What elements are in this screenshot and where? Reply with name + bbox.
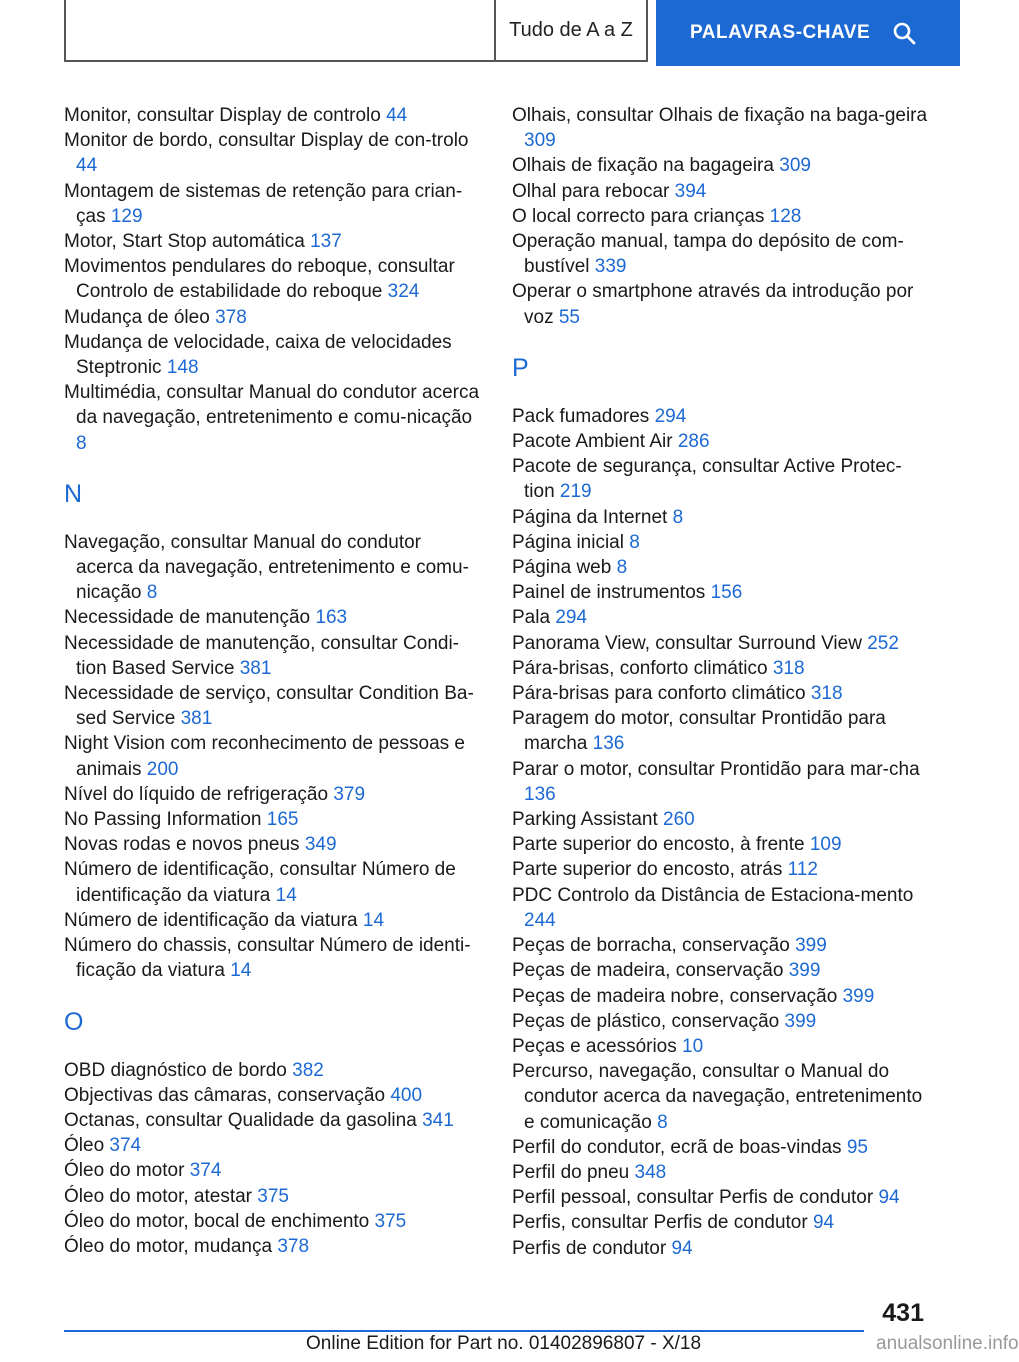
index-entry	[512, 454, 928, 504]
index-entry-text: Perfis de condutor	[512, 1237, 667, 1259]
index-entry-text: Pára-brisas para conforto climático	[512, 683, 806, 705]
index-entry-text: Número de identificação da viatura	[64, 909, 358, 931]
index-entry	[64, 1133, 480, 1158]
page-reference-link[interactable]: 375	[374, 1210, 407, 1232]
index-entry-text: Óleo do motor, bocal de enchimento	[64, 1210, 370, 1232]
index-entry-text: Navegação, consultar Manual do condutor acerca da navegação, entretenimento e comu‐nicação	[64, 531, 469, 604]
page-reference-link[interactable]: 374	[189, 1160, 222, 1182]
index-entry-text: Parte superior do encosto, à frente	[512, 834, 805, 856]
index-entry	[64, 933, 480, 983]
index-entry-text: OBD diagnóstico de bordo	[64, 1059, 287, 1081]
footer-divider	[64, 1330, 864, 1332]
index-entry-text: Movimentos pendulares do reboque, consultar Controlo de estabilidade do reboque	[64, 256, 455, 303]
footer-edition-text: Online Edition for Part no. 01402896807 - X/18	[306, 1333, 702, 1354]
index-entry	[64, 530, 480, 606]
index-entry-text: Mudança de velocidade, caixa de velocidades Steptronic	[64, 331, 452, 379]
index-entry	[512, 580, 928, 605]
index-entry-text: Parar o motor, consultar Prontidão para mar‐cha	[512, 758, 920, 780]
page-reference-link[interactable]: 163	[315, 607, 348, 629]
page-reference-link[interactable]: 318	[772, 657, 805, 679]
index-entry-text: No Passing Information	[64, 809, 262, 831]
blank-tab	[64, 0, 496, 62]
index-entry-text: O local correcto para crianças	[512, 205, 765, 227]
index-entry-text: Óleo do motor, atestar	[64, 1185, 252, 1207]
page-reference-link[interactable]: 94	[671, 1237, 693, 1259]
page-reference-link[interactable]: 109	[809, 834, 842, 856]
index-entry-text: Necessidade de manutenção, consultar Condi‐tion Based Service	[64, 632, 460, 679]
page-reference-link[interactable]: 136	[524, 783, 556, 805]
page-reference-link[interactable]: 137	[310, 231, 342, 253]
page-reference-link[interactable]: 44	[76, 155, 98, 177]
index-entry-text: Peças de borracha, conservação	[512, 935, 790, 957]
page-reference-link[interactable]: 399	[795, 935, 827, 957]
index-entry	[64, 179, 480, 229]
index-entry	[512, 933, 928, 958]
index-entry	[512, 505, 928, 530]
index-section-letter: P	[512, 353, 529, 382]
index-entry	[64, 782, 480, 807]
index-entry	[512, 204, 928, 229]
page-reference-link[interactable]: 8	[629, 531, 640, 553]
index-entry	[64, 1158, 480, 1183]
page-reference-link[interactable]: 8	[616, 557, 628, 579]
index-entry-text: Olhais, consultar Olhais de fixação na baga‐geira	[512, 105, 928, 126]
top-navigation-bar	[0, 0, 960, 66]
index-entry-text: Pára-brisas, conforto climático	[512, 657, 768, 679]
page-reference-link[interactable]: 112	[787, 859, 818, 881]
index-entry	[512, 229, 928, 279]
page-reference-link[interactable]: 294	[555, 607, 588, 629]
page-reference-link[interactable]: 94	[812, 1212, 835, 1234]
index-entry-text: Operação manual, tampa do depósito de com‐bustível	[512, 231, 904, 278]
search-icon	[892, 21, 916, 45]
index-entry-text: Peças de madeira nobre, conservação	[512, 985, 838, 1007]
page-reference-link[interactable]: 95	[846, 1136, 868, 1158]
page-reference-link[interactable]: 156	[710, 582, 743, 604]
index-entry-text: Monitor de bordo, consultar Display de con‐trolo	[64, 130, 469, 152]
index-entry	[512, 429, 928, 454]
tab-a-to-z-label: Tudo de A a Z	[509, 18, 633, 41]
index-entry	[64, 380, 480, 456]
page-reference-link[interactable]: 400	[390, 1084, 423, 1106]
index-section-letter: N	[64, 479, 83, 508]
index-entry-text: Montagem de sistemas de retenção para crian‐ças	[64, 180, 463, 227]
index-entry	[512, 1236, 928, 1261]
index-entry	[64, 330, 480, 380]
index-entry	[512, 530, 928, 555]
page-reference-link[interactable]: 165	[266, 809, 299, 831]
page-number: 431	[882, 1299, 924, 1327]
page-reference-link[interactable]: 94	[878, 1187, 900, 1209]
page-reference-link[interactable]: 148	[166, 357, 199, 379]
index-entry-text: Monitor, consultar Display de controlo	[64, 105, 381, 126]
page-reference-link[interactable]: 294	[654, 405, 687, 427]
index-entry	[512, 656, 928, 681]
index-entry-text: Perfis, consultar Perfis de condutor	[512, 1212, 808, 1234]
index-entry	[512, 1135, 928, 1160]
page-reference-link[interactable]: 309	[524, 130, 556, 152]
index-entry	[512, 605, 928, 630]
index-entry	[64, 631, 480, 681]
index-entry	[64, 832, 480, 857]
page-reference-link[interactable]: 399	[788, 960, 821, 982]
index-entry-text: Mudança de óleo	[64, 306, 210, 328]
index-entry-text: Olhal para rebocar	[512, 180, 670, 202]
page-reference-link[interactable]: 378	[215, 306, 247, 328]
index-entry	[512, 1009, 928, 1034]
index-entry-text: Operar o smartphone através da introdução por voz	[512, 281, 914, 328]
index-entry-text: Octanas, consultar Qualidade da gasolina	[64, 1109, 417, 1131]
page-reference-link[interactable]: 14	[275, 884, 297, 906]
tab-keywords-label: PALAVRAS-CHAVE	[690, 22, 871, 43]
index-entry-text: Painel de instrumentos	[512, 582, 706, 604]
index-entry-text: Night Vision com reconhecimento de pessoas e animais	[64, 733, 465, 780]
page-reference-link[interactable]: 381	[239, 657, 272, 679]
page-reference-link[interactable]: 8	[657, 1111, 668, 1133]
page-reference-link[interactable]: 10	[682, 1035, 704, 1057]
index-entry-text: Percurso, navegação, consultar o Manual do condutor acerca da navegação, entretenimento e comunicação	[512, 1061, 923, 1133]
index-entry-text: Necessidade de manutenção	[64, 607, 311, 629]
index-entry	[64, 229, 480, 254]
index-entry	[64, 731, 480, 781]
page-reference-link[interactable]: 374	[109, 1135, 142, 1157]
page-reference-link[interactable]: 341	[422, 1109, 454, 1131]
index-entry-text: Página da Internet	[512, 506, 668, 528]
page-reference-link[interactable]: 244	[524, 909, 556, 931]
index-entry	[512, 958, 928, 983]
index-entry-text: Peças de madeira, conservação	[512, 960, 784, 982]
index-entry-text: Objectivas das câmaras, conservação	[64, 1084, 386, 1106]
index-entry	[512, 807, 928, 832]
index-entry	[512, 1034, 928, 1059]
index-entry-text: Óleo	[64, 1135, 105, 1157]
page-reference-link[interactable]: 14	[230, 960, 252, 982]
index-entry	[64, 908, 480, 933]
page-reference-link[interactable]: 44	[386, 105, 408, 126]
index-entry-text: PDC Controlo da Distância de Estaciona‐mento	[512, 884, 914, 906]
page-reference-link[interactable]: 128	[769, 205, 802, 227]
index-entry	[512, 631, 928, 656]
index-entry	[512, 279, 928, 329]
page-reference-link[interactable]: 379	[333, 783, 366, 805]
page-reference-link[interactable]: 129	[110, 205, 143, 227]
page-reference-link[interactable]: 252	[867, 632, 899, 654]
page-reference-link[interactable]: 378	[277, 1235, 310, 1257]
index-entry-text: Perfil do pneu	[512, 1161, 630, 1183]
index-entry-text: Peças e acessórios	[512, 1035, 677, 1057]
index-entry-text: Perfil do condutor, ecrã de boas-vindas	[512, 1136, 842, 1158]
index-entry	[512, 706, 928, 756]
page-reference-link[interactable]: 260	[663, 809, 695, 831]
page-reference-link[interactable]: 55	[558, 306, 580, 328]
index-entry	[64, 857, 480, 907]
index-section-letter: O	[64, 1007, 84, 1036]
index-entry-text: Número de identificação, consultar Número de identificação da viatura	[64, 859, 456, 906]
index-entry	[64, 305, 480, 330]
index-entry	[512, 153, 928, 178]
footer-watermark: anualsonline.info	[876, 1333, 1019, 1354]
page-reference-link[interactable]: 309	[779, 155, 811, 177]
index-entry	[512, 1185, 928, 1210]
index-entry-text: Panorama View, consultar Surround View	[512, 632, 862, 654]
index-entry-text: Perfil pessoal, consultar Perfis de condutor	[512, 1187, 874, 1209]
page-reference-link[interactable]: 348	[634, 1161, 667, 1183]
page-reference-link[interactable]: 8	[672, 506, 684, 528]
index-entry-text: Pacote Ambient Air	[512, 431, 673, 453]
index-column-left	[64, 103, 480, 1259]
index-entry	[64, 681, 480, 731]
index-entry-text: Pack fumadores	[512, 405, 650, 427]
index-entry-text: Motor, Start Stop automática	[64, 231, 305, 253]
index-entry-text: Parking Assistant	[512, 809, 658, 831]
index-entry	[512, 857, 928, 882]
index-entry	[64, 128, 480, 178]
index-entry	[64, 103, 480, 128]
page-reference-link[interactable]: 8	[146, 582, 158, 604]
page-reference-link[interactable]: 14	[362, 909, 385, 931]
index-entry	[512, 1059, 928, 1135]
index-entry-text: Olhais de fixação na bagageira	[512, 155, 774, 177]
index-entry-text: Pacote de segurança, consultar Active Protec‐tion	[512, 456, 902, 503]
index-entry	[64, 605, 480, 630]
index-entry	[64, 1083, 480, 1108]
page-reference-link[interactable]: 219	[559, 481, 592, 503]
index-entry	[512, 555, 928, 580]
page-reference-link[interactable]: 394	[674, 180, 707, 202]
index-entry	[512, 103, 928, 153]
index-entry-text: Multimédia, consultar Manual do condutor acerca da navegação, entretenimento e comu‐nicação	[64, 382, 480, 429]
page-reference-link[interactable]: 375	[257, 1185, 289, 1207]
page-reference-link[interactable]: 339	[594, 256, 627, 278]
page-reference-link[interactable]: 382	[292, 1059, 324, 1081]
index-entry-text: Página inicial	[512, 531, 624, 553]
index-entry-text: Necessidade de serviço, consultar Condition Ba‐sed Service	[64, 683, 474, 730]
index-entry	[64, 1058, 480, 1083]
tab-a-to-z[interactable]	[496, 0, 648, 62]
page-reference-link[interactable]: 8	[76, 432, 87, 454]
index-entry	[64, 1209, 480, 1234]
index-entry-text: Parte superior do encosto, atrás	[512, 859, 783, 881]
index-entry	[64, 1234, 480, 1259]
index-entry	[512, 404, 928, 429]
index-entry-text: Pala	[512, 607, 551, 629]
page-reference-link[interactable]: 399	[842, 985, 875, 1007]
page-reference-link[interactable]: 136	[592, 733, 625, 755]
tab-keywords[interactable]	[656, 0, 960, 66]
index-entry	[512, 883, 928, 933]
index-entry	[512, 1210, 928, 1235]
page-reference-link[interactable]: 286	[677, 431, 710, 453]
index-entry-text: Página web	[512, 557, 612, 579]
index-entry	[512, 681, 928, 706]
page-reference-link[interactable]: 399	[784, 1010, 817, 1032]
index-entry-text: Novas rodas e novos pneus	[64, 834, 300, 856]
index-entry	[512, 757, 928, 807]
index-entry	[64, 1184, 480, 1209]
index-entry-text: Nível do líquido de refrigeração	[64, 783, 329, 805]
index-entry	[64, 254, 480, 304]
page-reference-link[interactable]: 381	[180, 708, 213, 730]
index-entry	[512, 832, 928, 857]
index-entry-text: Óleo do motor	[64, 1160, 185, 1182]
index-entry-text: Peças de plástico, conservação	[512, 1010, 780, 1032]
page-reference-link[interactable]: 200	[146, 758, 179, 780]
page-reference-link[interactable]: 349	[304, 834, 337, 856]
index-entry-text: Óleo do motor, mudança	[64, 1235, 273, 1257]
index-entry-text: Número do chassis, consultar Número de identi‐ficação da viatura	[64, 935, 471, 982]
index-column-right	[512, 103, 928, 1261]
index-entry	[64, 1108, 480, 1133]
index-entry	[512, 179, 928, 204]
index-entry	[64, 807, 480, 832]
index-entry-text: Paragem do motor, consultar Prontidão para marcha	[512, 708, 886, 755]
page-reference-link[interactable]: 318	[810, 683, 843, 705]
index-entry	[512, 1160, 928, 1185]
index-entry	[512, 984, 928, 1009]
page-reference-link[interactable]: 324	[387, 281, 420, 303]
